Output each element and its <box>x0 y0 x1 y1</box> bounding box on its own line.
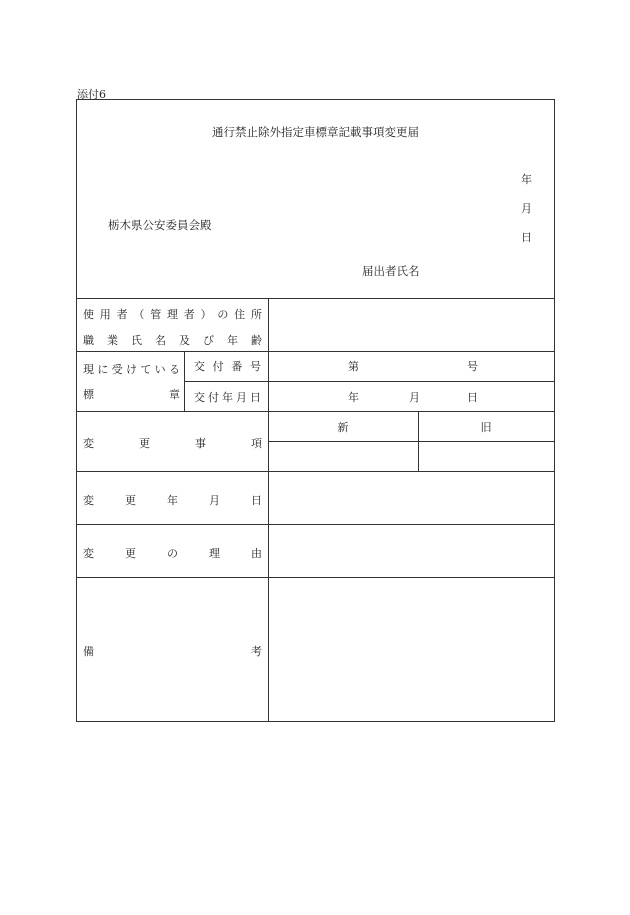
divider <box>77 471 554 472</box>
label-char: 年 <box>167 494 178 507</box>
label-char: 変 <box>83 547 94 560</box>
label-char: 交 <box>194 391 205 404</box>
label-char: 月 <box>236 391 247 404</box>
user-info-line2 <box>83 332 262 348</box>
issue-number-suffix: 号 <box>467 360 478 373</box>
label-char: 名 <box>155 334 166 347</box>
label-char: 用 <box>99 308 111 321</box>
label-char: 日 <box>251 494 262 507</box>
label-char: 者 <box>116 308 128 321</box>
issue-number-prefix: 第 <box>348 360 359 373</box>
label-char: け <box>125 363 137 376</box>
current-mark-line2 <box>83 386 180 402</box>
label-char: 変 <box>83 494 94 507</box>
label-char: て <box>140 363 152 376</box>
date-day: 日 <box>521 231 532 244</box>
label-char: び <box>203 334 214 347</box>
label-char: 月 <box>209 494 220 507</box>
divider <box>77 298 554 299</box>
form-frame <box>76 99 555 722</box>
label-char: （ <box>133 308 145 321</box>
label-char: 付 <box>208 391 219 404</box>
issue-date-year: 年 <box>348 391 359 404</box>
divider <box>268 298 269 721</box>
label-char: 氏 <box>131 334 142 347</box>
divider <box>268 441 554 442</box>
issue-number-label <box>194 358 261 374</box>
form-header <box>77 100 554 298</box>
label-char: い <box>154 363 166 376</box>
form-title: 通行禁止除外指定車標章記載事項変更届 <box>212 125 419 139</box>
date-year: 年 <box>521 173 532 186</box>
label-char: 標 <box>83 388 94 401</box>
label-char: 年 <box>222 391 233 404</box>
label-char: 由 <box>251 547 262 560</box>
label-char: 業 <box>107 334 118 347</box>
change-new-header: 新 <box>337 421 349 434</box>
issue-date-label <box>194 389 261 405</box>
remarks-label <box>83 643 262 659</box>
divider <box>77 524 554 525</box>
submission-date <box>521 171 554 245</box>
label-char: 事 <box>195 437 206 450</box>
issue-number-label <box>194 358 261 374</box>
label-char: 号 <box>249 360 261 373</box>
current-mark-line1 <box>83 361 180 377</box>
label-char: 現 <box>83 363 94 376</box>
label-char: 番 <box>231 360 243 373</box>
label-char: 項 <box>251 437 262 450</box>
label-char: 理 <box>209 547 220 560</box>
change-date-label <box>83 492 262 508</box>
current-mark-label <box>83 361 180 402</box>
label-char: る <box>168 363 180 376</box>
issue-date-day: 日 <box>467 391 478 404</box>
addressee: 栃木県公安委員会殿 <box>108 218 212 232</box>
label-char: 日 <box>250 391 261 404</box>
label-char: 所 <box>250 308 262 321</box>
user-info-line1 <box>83 306 262 322</box>
label-char: 使 <box>83 308 94 321</box>
divider <box>184 351 185 411</box>
change-reason-label <box>83 545 262 561</box>
attachment-label: 添付6 <box>77 88 106 101</box>
label-char: 更 <box>125 547 136 560</box>
label-char: 交 <box>194 360 205 373</box>
divider <box>184 381 554 382</box>
label-char: の <box>167 547 178 560</box>
remarks-label <box>83 643 262 659</box>
divider <box>77 577 554 578</box>
divider <box>77 351 554 352</box>
change-date-label <box>83 492 262 508</box>
user-info-label <box>83 306 262 348</box>
label-char: 者 <box>183 308 195 321</box>
label-char: 更 <box>125 494 136 507</box>
divider <box>77 411 554 412</box>
change-reason-label <box>83 545 262 561</box>
label-char: 備 <box>83 645 94 658</box>
label-char: 章 <box>169 388 180 401</box>
date-month: 月 <box>521 202 532 215</box>
label-char: に <box>97 363 109 376</box>
change-old-header: 旧 <box>480 421 492 434</box>
label-char: 理 <box>166 308 178 321</box>
label-char: 受 <box>111 363 123 376</box>
label-char: の <box>217 308 229 321</box>
label-char: 変 <box>83 437 94 450</box>
label-char: 年 <box>227 334 238 347</box>
label-char: 考 <box>251 645 262 658</box>
applicant-name-label: 届出者氏名 <box>362 264 420 278</box>
change-items-label <box>83 435 262 451</box>
label-char: 齢 <box>251 334 262 347</box>
issue-date-month: 月 <box>409 391 420 404</box>
issue-date-label <box>194 389 261 405</box>
label-char: ） <box>200 308 212 321</box>
change-items-label <box>83 435 262 451</box>
label-char: 住 <box>234 308 246 321</box>
label-char: 及 <box>179 334 190 347</box>
label-char: 更 <box>139 437 150 450</box>
label-char: 管 <box>150 308 162 321</box>
label-char: 職 <box>83 334 94 347</box>
label-char: 付 <box>212 360 224 373</box>
